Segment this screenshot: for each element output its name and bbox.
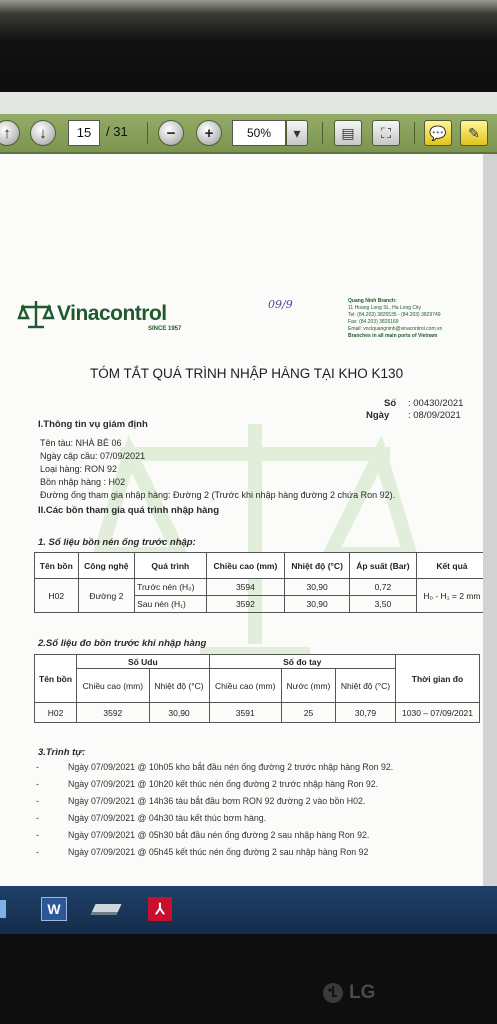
- table-header: Công nghệ: [78, 553, 135, 579]
- technology-cell: Đường 2: [78, 579, 135, 613]
- table-header: Chiều cao (mm): [206, 553, 285, 579]
- monitor-top-bezel: [0, 0, 497, 92]
- monitor-bottom-bezel: [0, 934, 497, 1024]
- pdf-page: [0, 154, 483, 886]
- speech-bubble-icon: 💬: [429, 124, 447, 141]
- doc-date-label: Ngày: [366, 410, 390, 421]
- monitor-brand: [322, 982, 375, 1004]
- sequence-bullet: -: [36, 779, 39, 789]
- fit-page-icon: ⛶: [381, 124, 391, 141]
- table-header: Áp suất (Bar): [350, 553, 417, 579]
- table-header: Tên bồn: [35, 655, 77, 703]
- table-subheader: Chiều cao (mm): [209, 669, 281, 703]
- zoom-in-button[interactable]: [196, 120, 222, 146]
- fit-page-button[interactable]: [372, 120, 400, 146]
- lg-logo-icon: [322, 982, 344, 1004]
- company-logo-text: Vinacontrol: [57, 302, 167, 325]
- pressure-cell: 3,50: [350, 596, 417, 613]
- table-cell: 25: [281, 703, 335, 723]
- sequence-item: Ngày 07/09/2021 @ 10h20 kết thúc nén ống đường 2 trước nhập hàng Ron 92.: [68, 779, 379, 789]
- document-title: TÓM TẮT QUÁ TRÌNH NHẬP HÀNG TẠI KHO K130: [90, 366, 404, 381]
- plus-icon: +: [204, 124, 214, 142]
- previous-page-button[interactable]: [0, 120, 20, 146]
- branch-email: Email: vnciquangninh@vinacontrol.com.vn: [348, 326, 443, 332]
- table-cell: 1030 – 07/09/2021: [395, 703, 479, 723]
- sequence-item: Ngày 07/09/2021 @ 05h30 bắt đầu nén ống đường 2 sau nhập hàng Ron 92.: [68, 830, 370, 840]
- pdf-toolbar: [0, 114, 497, 154]
- arrow-up-icon: ↑: [3, 124, 11, 142]
- next-page-button[interactable]: [30, 120, 56, 146]
- section-3-title: 3.Trình tự:: [38, 747, 86, 758]
- section-2-title: II.Các bồn tham gia quá trình nhập hàng: [38, 505, 220, 516]
- windows-taskbar: [0, 886, 497, 934]
- table-header: Kết quả: [416, 553, 487, 579]
- table-row: [35, 579, 488, 596]
- sequence-item: Ngày 07/09/2021 @ 14h36 tàu bắt đầu bơm RON 92 đường 2 vào bồn H02.: [68, 796, 366, 806]
- page-total: / 31: [106, 124, 128, 139]
- table-cell: 30,90: [149, 703, 209, 723]
- temp-cell: 30,90: [285, 596, 350, 613]
- tank-cell: H02: [35, 579, 79, 613]
- result-cell: H₀ - H₁ = 2 mm: [416, 579, 487, 613]
- minus-icon: −: [166, 124, 176, 142]
- table-cell: 3591: [209, 703, 281, 723]
- branch-fax: Fax: (84.203) 3826169: [348, 319, 399, 325]
- sequence-bullet: -: [36, 762, 39, 772]
- table-header: Số đo tay: [209, 655, 395, 669]
- toolbar-separator: [414, 122, 415, 144]
- table-header: Số Udu: [77, 655, 209, 669]
- sequence-bullet: -: [36, 796, 39, 806]
- taskbar-word-button[interactable]: [38, 894, 70, 924]
- sequence-bullet: -: [36, 813, 39, 823]
- page-number-input[interactable]: 15: [68, 120, 100, 146]
- pressure-cell: 0,72: [350, 579, 417, 596]
- height-cell: 3594: [206, 579, 285, 596]
- table-header: Thời gian đo: [395, 655, 479, 703]
- company-since: SINCE 1957: [148, 326, 182, 332]
- microsoft-word-icon: W: [41, 897, 67, 921]
- table-subheader: Chiều cao (mm): [77, 669, 149, 703]
- table-row: [35, 703, 480, 723]
- measurement-table: [34, 654, 480, 723]
- doc-number-label: Số: [384, 398, 397, 409]
- process-cell: Trước nén (H₀): [135, 579, 206, 596]
- table-subheader: Nước (mm): [281, 669, 335, 703]
- vertical-scrollbar[interactable]: [483, 154, 497, 886]
- table-cell: 3592: [77, 703, 149, 723]
- comment-button[interactable]: [424, 120, 452, 146]
- fit-width-button[interactable]: [334, 120, 362, 146]
- scanner-icon: [90, 904, 121, 915]
- info-line: Loại hàng: RON 92: [40, 464, 118, 474]
- toolbar-separator: [322, 122, 323, 144]
- vinacontrol-logo-icon: [18, 298, 54, 330]
- fit-width-icon: ▤: [341, 124, 355, 141]
- info-line: Ngày cập cầu: 07/09/2021: [40, 451, 146, 461]
- table-2-title: 2.Số liệu đo bồn trước khi nhập hàng: [38, 638, 207, 649]
- table-header: Quá trình: [135, 553, 206, 579]
- sequence-item: Ngày 07/09/2021 @ 04h30 tàu kết thúc bơm hàng.: [68, 813, 267, 823]
- sequence-item: Ngày 07/09/2021 @ 10h05 kho bắt đầu nén ống đường 2 trước nhập hàng Ron 92.: [68, 762, 394, 772]
- handwritten-note: 09/9: [268, 298, 293, 311]
- arrow-down-icon: ↓: [39, 124, 47, 142]
- windows-start-icon: [0, 900, 6, 918]
- zoom-out-button[interactable]: [158, 120, 184, 146]
- info-line: Bồn nhập hàng : H02: [40, 477, 126, 487]
- table-cell: H02: [35, 703, 77, 723]
- lg-brand-text: LG: [349, 982, 376, 1003]
- info-line: Đường ống tham gia nhập hàng: Đường 2 (Trước khi nhập hàng đường 2 chứa Ron 92).: [40, 490, 396, 500]
- doc-number-value: : 00430/2021: [408, 398, 464, 409]
- table-subheader: Nhiệt độ (°C): [149, 669, 209, 703]
- table-subheader: Nhiệt độ (°C): [335, 669, 395, 703]
- zoom-level-field[interactable]: 50%: [232, 120, 286, 146]
- pen-icon: ✎: [468, 124, 480, 141]
- branch-tel: Tel: (84.203) 3825535 - (84.203) 3829749: [348, 312, 441, 318]
- sequence-item: Ngày 07/09/2021 @ 05h45 kết thúc nén ống đường 2 sau nhập hàng Ron 92: [68, 847, 369, 857]
- info-line: Tên tàu: NHÀ BÈ 06: [40, 438, 122, 448]
- table-header: Nhiệt độ (°C): [285, 553, 350, 579]
- adobe-pdf-icon: ⅄: [148, 897, 172, 921]
- taskbar-scanner-button[interactable]: [90, 894, 122, 924]
- branch-name: Quang Ninh Branch:: [348, 298, 397, 304]
- toolbar-separator: [147, 122, 148, 144]
- markup-button[interactable]: [460, 120, 488, 146]
- sequence-bullet: -: [36, 847, 39, 857]
- doc-date-value: : 08/09/2021: [408, 410, 461, 421]
- temp-cell: 30,90: [285, 579, 350, 596]
- window-title-strip: [0, 92, 497, 115]
- sequence-bullet: -: [36, 830, 39, 840]
- height-cell: 3592: [206, 596, 285, 613]
- taskbar-pdf-button[interactable]: [144, 894, 176, 924]
- compression-table: [34, 552, 488, 613]
- table-1-title: 1. Số liệu bồn nén ống trước nhập:: [38, 537, 196, 548]
- table-header: Tên bồn: [35, 553, 79, 579]
- chevron-down-icon: ▾: [293, 124, 301, 141]
- start-button[interactable]: [0, 894, 8, 924]
- branch-address: 11 Hoang Long St., Ha Long City: [348, 305, 422, 311]
- zoom-dropdown-button[interactable]: [286, 120, 308, 146]
- section-1-title: I.Thông tin vụ giám định: [38, 419, 148, 430]
- table-cell: 30,79: [335, 703, 395, 723]
- screen: [0, 92, 497, 934]
- branch-ports: Branches in all main ports of Vietnam: [348, 333, 438, 339]
- process-cell: Sau nén (H₁): [135, 596, 206, 613]
